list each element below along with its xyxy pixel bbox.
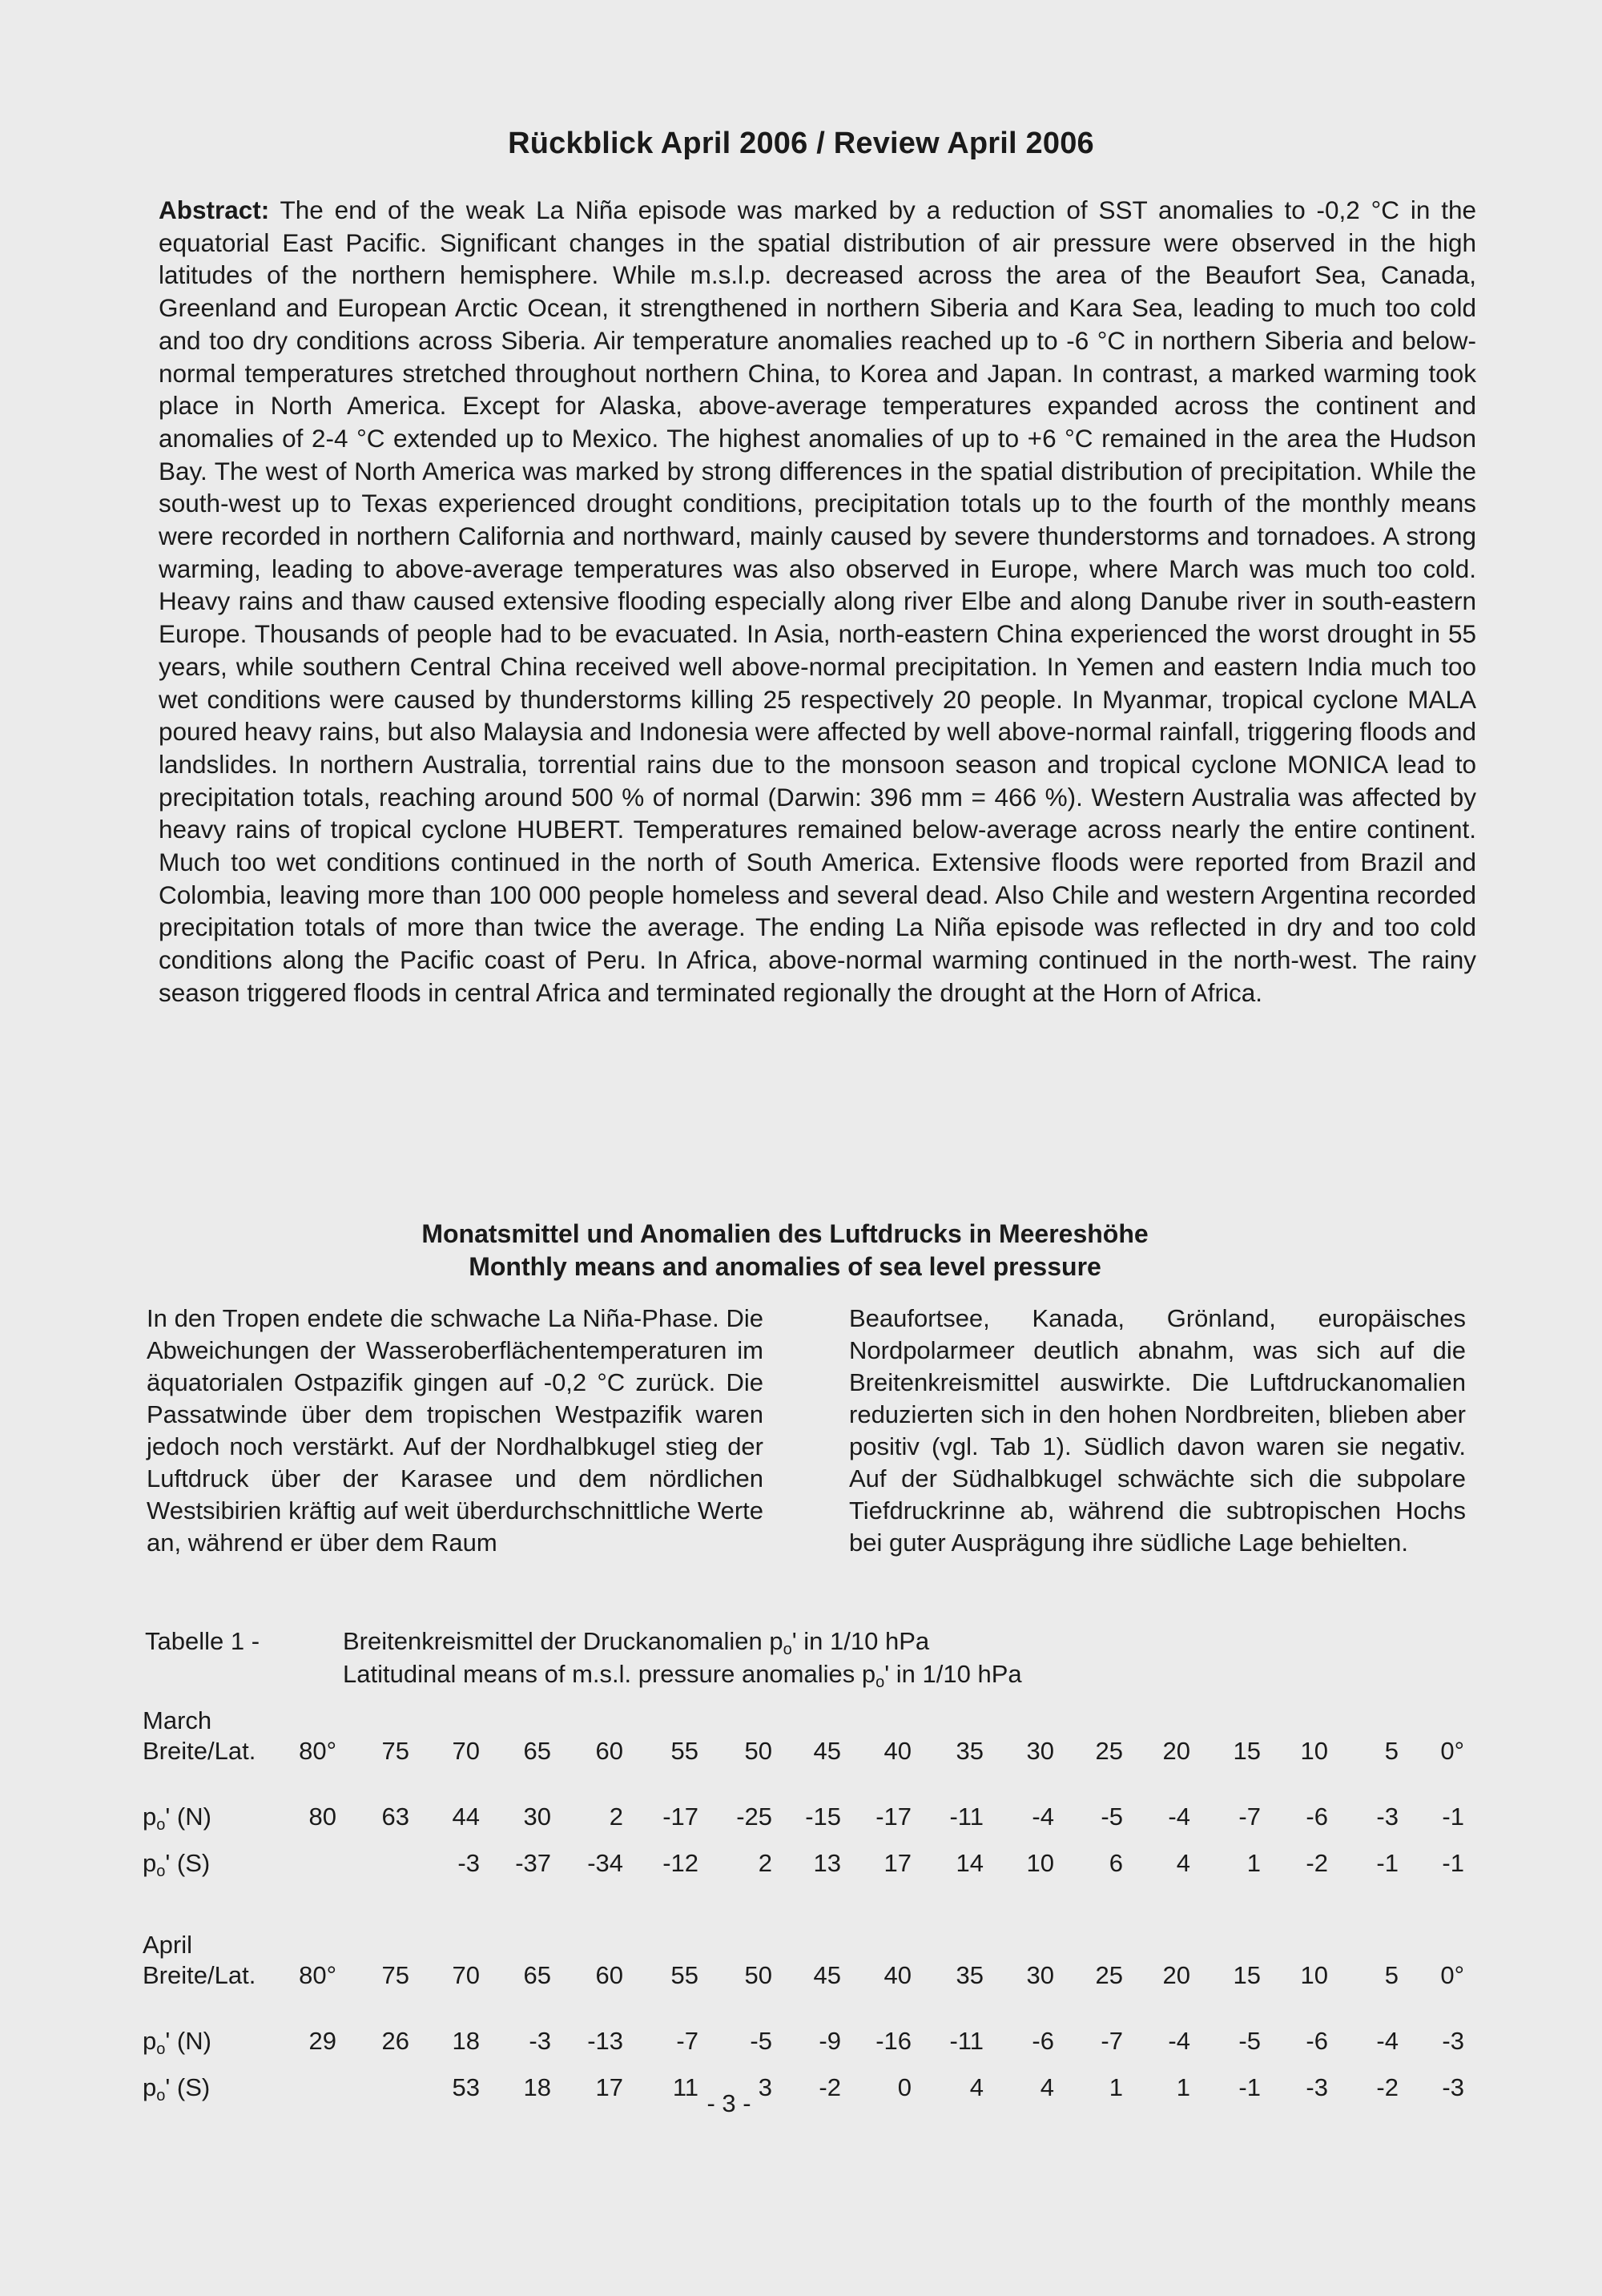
table-cell: 1 — [1246, 1849, 1261, 1877]
table-cell: -7 — [676, 2027, 698, 2055]
table-row-s — [143, 1849, 1488, 1895]
table-cell: -34 — [587, 1849, 623, 1877]
table-cell: 18 — [452, 2027, 480, 2055]
table-cell: -2 — [1376, 2073, 1399, 2101]
abstract-text: The end of the weak La Niña episode was marked by a reduction of SST anomalies to -0,2 °C in the equatorial East Pacific. Significant changes in the spatial distribution of air pressure were observed in the high latitudes of the northern hemisphere. While m.s.l.p. decreased across the area of the Beaufort Sea, Canada, Greenland and European Arctic Ocean, it strengthened in northern Siberia and Kara Sea, leading to much too cold and too dry conditions across Siberia. Air temperature anomalies reached up to -6 °C in northern Siberia and below-normal temperatures stretched throughout northern China, to Korea and Japan. In contrast, a marked warming took place in North America. Except for Alaska, above-average temperatures expanded across the continent and anomalies of 2-4 °C extended up to Mexico. The highest anomalies of up to +6 °C remained in the area the Hudson Bay. The west of North America was marked by strong differences in the spatial distribution of precipitation. While the south-west up to Texas experienced drought conditions, precipitation totals up to the fourth of the monthly means were recorded in northern California and northward, mainly caused by severe thunderstorms and tornadoes. A strong warming, leading to above-average temperatures was also observed in Europe, where March was much too cold. Heavy rains and thaw caused extensive flooding especially along river Elbe and along Danube river in south-eastern Europe. Thousands of people had to be evacuated. In Asia, north-eastern China experienced the worst drought in 55 years, while southern Central China received well above-normal precipitation. In Yemen and eastern India much too wet conditions were caused by thunderstorms killing 25 respectively 20 people. In Myanmar, tropical cyclone MALA poured heavy rains, but also Malaysia and Indonesia were affected by well above-normal rainfall, triggering floods and landslides. In northern Australia, torrential rains due to the monsoon season and tropical cyclone MONICA lead to precipitation totals, reaching around 500 % of normal (Darwin: 396 mm = 466 %). Western Australia was affected by heavy rains of tropical cyclone HUBERT. Temperatures remained below-average across nearly the entire continent. Much too wet conditions continued in the north of South America. Extensive floods were reported from Brazil and Colombia, leaving more than 100 000 people homeless and several dead. Also Chile and western Argentina recorded precipitation totals of more than twice the average. The ending La Niña episode was reflected in dry and too cold conditions along the Pacific coast of Peru. In Africa, above-normal warming continued in the north-west. The rainy season triggered floods in central Africa and terminated regionally the drought at the Horn of Africa. — [159, 195, 1476, 1007]
table-cell: 65 — [523, 1961, 551, 1989]
table-cell: 4 — [969, 2073, 984, 2101]
abstract-paragraph — [159, 194, 1476, 1009]
table-cell: 5 — [1384, 1737, 1399, 1765]
table-month-label: April — [143, 1931, 193, 1959]
table-cell: -4 — [1168, 1803, 1190, 1831]
table-cell: 45 — [813, 1961, 841, 1989]
table-cell: 10 — [1300, 1737, 1328, 1765]
section-title-de: Monatsmittel und Anomalien des Luftdrucks in Meereshöhe — [421, 1219, 1149, 1248]
table-cell: 18 — [523, 2073, 551, 2101]
row-label-n — [143, 2027, 211, 2056]
table-cell: -1 — [1238, 2073, 1261, 2101]
table-cell: -2 — [819, 2073, 841, 2101]
table-cell: 80° — [299, 1961, 336, 1989]
row-label-s-suffix: ' (S) — [165, 1849, 211, 1877]
row-label-n-suffix: ' (N) — [165, 2027, 211, 2055]
table-cell: 2 — [609, 1803, 623, 1831]
table-cell: -3 — [1442, 2027, 1464, 2055]
table-cell: 30 — [1026, 1737, 1054, 1765]
table-cell: 35 — [956, 1961, 984, 1989]
row-label-n — [143, 1803, 211, 1834]
table-row-n — [143, 1803, 1488, 1849]
table-cell: 70 — [452, 1737, 480, 1765]
table-cell: 30 — [523, 1803, 551, 1831]
table-cell: -12 — [662, 1849, 698, 1877]
table-cell: 2 — [758, 1849, 772, 1877]
table-label: Tabelle 1 - — [145, 1627, 260, 1655]
table-month-label: March — [143, 1706, 212, 1734]
table-cell: -5 — [1238, 2027, 1261, 2055]
table-cell: 0° — [1440, 1737, 1464, 1765]
row-label-p: p — [143, 2027, 157, 2055]
table-cell: 70 — [452, 1961, 480, 1989]
table-block-march — [143, 1705, 1488, 1895]
table-cell: -1 — [1376, 1849, 1399, 1877]
table-cell: 10 — [1026, 1849, 1054, 1877]
table-cell: -15 — [805, 1803, 841, 1831]
table-cell: -25 — [736, 1803, 772, 1831]
table-cell: 53 — [452, 2073, 480, 2101]
table-caption — [343, 1625, 1022, 1690]
subscript-o: o — [875, 1674, 885, 1691]
table-cell: -13 — [587, 2027, 623, 2055]
table-cell: 4 — [1176, 1849, 1190, 1877]
table-cell: 10 — [1300, 1961, 1328, 1989]
table-cell: -9 — [819, 2027, 841, 2055]
abstract-label: Abstract: — [159, 195, 270, 224]
page-title: Rückblick April 2006 / Review April 2006 — [508, 127, 1094, 160]
table-cell: 26 — [381, 2027, 409, 2055]
table-cell: 35 — [956, 1737, 984, 1765]
table-cell: 25 — [1095, 1737, 1123, 1765]
row-label-n-suffix: ' (N) — [165, 1803, 211, 1831]
table-cell: 13 — [813, 1849, 841, 1877]
table-cell: -11 — [949, 1803, 984, 1831]
table-row-lat — [143, 1737, 1488, 1803]
table-cell: -1 — [1442, 1849, 1464, 1877]
table-cell: 40 — [884, 1737, 912, 1765]
table-cell: -3 — [457, 1849, 480, 1877]
table-cell: -3 — [1442, 2073, 1464, 2101]
table-cell: 1 — [1176, 2073, 1190, 2101]
table-caption-de — [343, 1625, 1022, 1658]
table-cell: 40 — [884, 1961, 912, 1989]
table-cell: -6 — [1306, 1803, 1328, 1831]
table-cell: -7 — [1238, 1803, 1261, 1831]
table-cell: 60 — [595, 1737, 623, 1765]
table-cell: 63 — [381, 1803, 409, 1831]
caption-de-unit: ' in 1/10 hPa — [791, 1627, 930, 1655]
table-cell: -11 — [949, 2027, 984, 2055]
table-cell: -16 — [875, 2027, 912, 2055]
table-cell: 14 — [956, 1849, 984, 1877]
table-cell: 45 — [813, 1737, 841, 1765]
table-cell: 80 — [308, 1803, 336, 1831]
table-cell: 0° — [1440, 1961, 1464, 1989]
row-label-lat: Breite/Lat. — [143, 1961, 256, 1989]
table-cell: -2 — [1306, 1849, 1328, 1877]
table-cell: -4 — [1032, 1803, 1054, 1831]
table-cell: 20 — [1162, 1961, 1190, 1989]
page-number: - 3 - — [706, 2089, 751, 2117]
table-cell: -6 — [1032, 2027, 1054, 2055]
table-cell: 60 — [595, 1961, 623, 1989]
table-cell: 0 — [897, 2073, 912, 2101]
table-cell: -37 — [515, 1849, 551, 1877]
table-cell: 55 — [670, 1737, 698, 1765]
table-cell: 1 — [1109, 2073, 1123, 2101]
table-cell: 25 — [1095, 1961, 1123, 1989]
table-cell: -17 — [875, 1803, 912, 1831]
table-cell: 3 — [758, 2073, 772, 2101]
subscript-o: o — [156, 1863, 166, 1880]
table-cell: 11 — [672, 2073, 698, 2101]
table-cell: -1 — [1442, 1803, 1464, 1831]
table-cell: 75 — [381, 1961, 409, 1989]
table-row-n — [143, 2027, 1488, 2073]
table-cell: -3 — [1376, 1803, 1399, 1831]
subscript-o: o — [156, 2087, 166, 2105]
table-cell: 44 — [452, 1803, 480, 1831]
section-title-en: Monthly means and anomalies of sea level pressure — [469, 1252, 1101, 1281]
caption-en-unit: ' in 1/10 hPa — [884, 1660, 1022, 1688]
table-cell: -4 — [1376, 2027, 1399, 2055]
table-cell: 20 — [1162, 1737, 1190, 1765]
table-cell: 6 — [1109, 1849, 1123, 1877]
table-cell: 55 — [670, 1961, 698, 1989]
row-label-p: p — [143, 2073, 157, 2101]
subscript-o: o — [783, 1641, 792, 1658]
table-cell: 30 — [1026, 1961, 1054, 1989]
row-label-p: p — [143, 1803, 157, 1831]
section-heading — [0, 1218, 1570, 1283]
table-cell: -3 — [529, 2027, 551, 2055]
table-row-lat — [143, 1961, 1488, 2027]
caption-de-text: Breitenkreismittel der Druckanomalien p — [343, 1627, 783, 1655]
row-label-lat: Breite/Lat. — [143, 1737, 256, 1765]
body-column-left: In den Tropen endete die schwache La Niña-Phase. Die Abweichungen der Wasseroberflächentemperaturen im äquatorialen Ostpazifik gingen auf -0,2 °C zurück. Die Passatwinde über dem tropischen Westpazifik waren jedoch noch verstärkt. Auf der Nordhalbkugel stieg der Luftdruck über der Karasee und dem nördlichen Westsibirien kräftig auf weit überdurchschnittliche Werte an, während er über dem Raum — [147, 1304, 763, 1557]
table-cell: 50 — [744, 1961, 772, 1989]
table-cell: 5 — [1384, 1961, 1399, 1989]
table-cell: -4 — [1168, 2027, 1190, 2055]
caption-en-text: Latitudinal means of m.s.l. pressure anomalies p — [343, 1660, 876, 1688]
table-cell: -6 — [1306, 2027, 1328, 2055]
table-cell: 65 — [523, 1737, 551, 1765]
subscript-o: o — [156, 1816, 166, 1834]
body-column-right: Beaufortsee, Kanada, Grönland, europäisches Nordpolarmeer deutlich abnahm, was sich auf die Breitenkreismittel auswirkte. Die Luftdruckanomalien reduzierten sich in den hohen Nordbreiten, blieben aber positiv (vgl. Tab 1). Südlich davon waren sie negativ. Auf der Südhalbkugel schwächte sich die subpolare Tiefdruckrinne ab, während die subtropischen Hochs bei guter Ausprägung ihre südliche Lage behielten. — [849, 1304, 1466, 1557]
subscript-o: o — [156, 2040, 166, 2058]
table-caption-en — [343, 1658, 1022, 1690]
table-cell: 80° — [299, 1737, 336, 1765]
table-cell: -17 — [662, 1803, 698, 1831]
table-cell: 15 — [1233, 1961, 1261, 1989]
table-cell: 17 — [884, 1849, 912, 1877]
table-cell: 29 — [308, 2027, 336, 2055]
table-cell: 17 — [595, 2073, 623, 2101]
table-cell: -7 — [1101, 2027, 1123, 2055]
row-label-s — [143, 1849, 210, 1878]
table-cell: 15 — [1233, 1737, 1261, 1765]
row-label-s-suffix: ' (S) — [165, 2073, 211, 2101]
table-cell: 75 — [381, 1737, 409, 1765]
table-cell: -5 — [1101, 1803, 1123, 1831]
table-cell: -3 — [1306, 2073, 1328, 2101]
table-cell: 50 — [744, 1737, 772, 1765]
table-cell: -5 — [750, 2027, 772, 2055]
row-label-p: p — [143, 1849, 157, 1877]
table-cell: 4 — [1040, 2073, 1054, 2101]
